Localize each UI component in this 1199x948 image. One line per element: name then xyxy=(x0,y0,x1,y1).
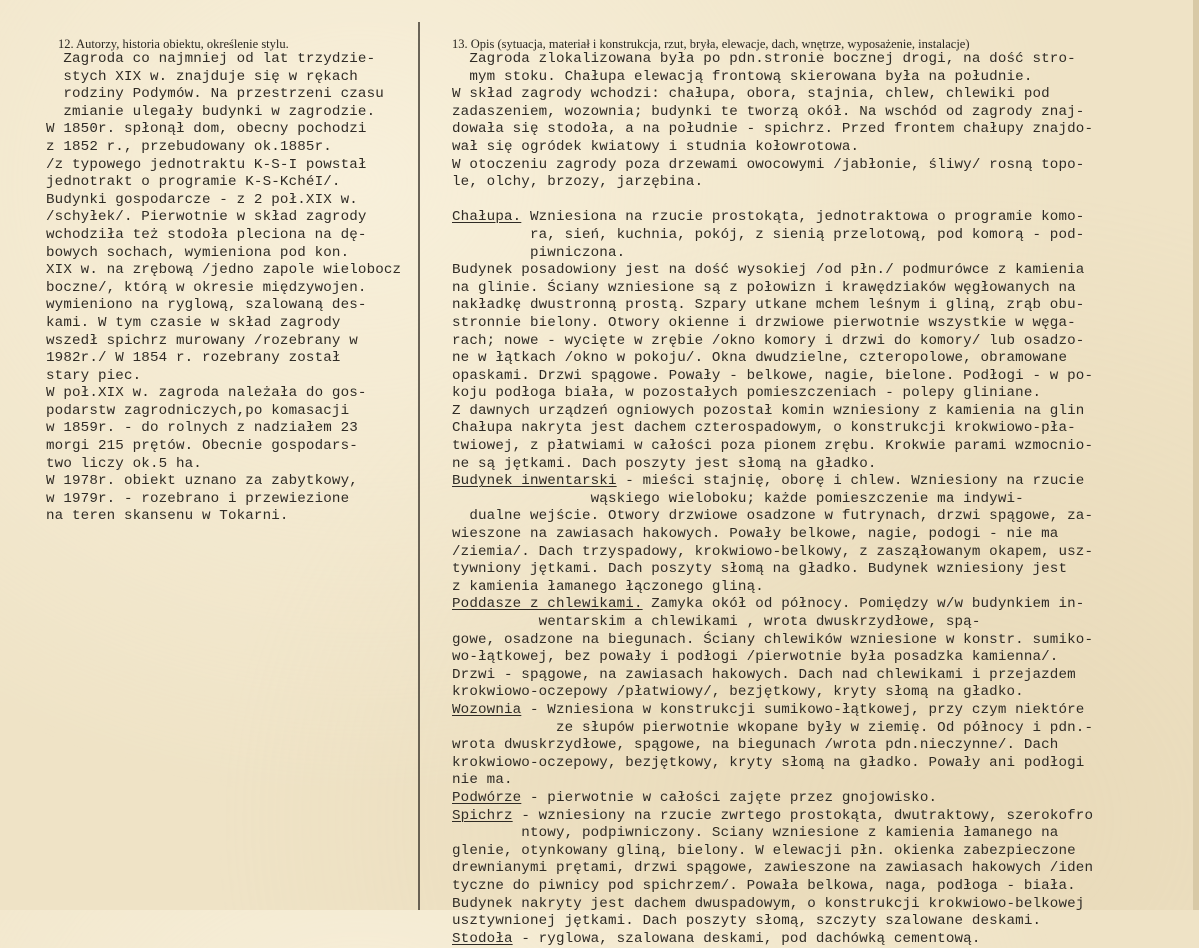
history-line: w 1979r. - rozebrano i przewiezione xyxy=(46,490,350,507)
history-line: podarstw zagrodniczych,po komasacji xyxy=(46,402,350,419)
history-line: z 1852 r., przebudowany ok.1885r. xyxy=(46,138,332,155)
description-line xyxy=(452,209,1093,227)
description-line-text: wał się ogródek kwiatowy i studnia kołowrotowa. xyxy=(452,138,860,155)
description-line-text: W skład zagrody wchodzi: chałupa, obora, stajnia, chlew, chlewiki pod xyxy=(452,86,1050,103)
description-line xyxy=(452,121,1093,139)
description-line-text: krokwiowo-oczepowy /płatwiowy/, bezjętkowy, kryty słomą na gładko. xyxy=(452,684,1024,701)
description-line xyxy=(452,931,1093,948)
description-line-text: dualne wejście. Otwory drzwiowe osadzone w futrynach, drzwi spągowe, za- xyxy=(452,508,1094,525)
history-line: w 1859r. - do rolnych z nadziałem 23 xyxy=(46,420,358,437)
section-12-heading: 12. Autorzy, historia obiektu, określenie stylu. xyxy=(58,37,289,51)
description-line-text: tyczne do piwnicy pod spichrzem/. Powała belkowa, naga, podłoga - biała. xyxy=(452,877,1076,894)
description-line-text: na glinie. Ściany wzniesione są z połowizn i krawędziaków węgłowanych na xyxy=(452,279,1076,296)
building-label: Budynek inwentarski xyxy=(452,473,617,490)
description-line-text: nie ma. xyxy=(452,772,513,789)
history-line: wchodziła też stodoła pleciona na dę- xyxy=(46,226,367,243)
description-line xyxy=(452,913,1093,931)
building-label: Poddasze z chlewikami. xyxy=(452,596,643,613)
description-line-text: ne są jętkami. Dach poszyty jest słomą na gładko. xyxy=(452,455,877,472)
description-line xyxy=(452,737,1093,755)
history-line: two liczy ok.5 ha. xyxy=(46,455,202,472)
description-line xyxy=(452,702,1093,720)
description-text xyxy=(452,51,1093,948)
description-line xyxy=(452,860,1093,878)
description-line xyxy=(452,755,1093,773)
description-line-text: - pierwotnie w całości zajęte przez gnojowisko. xyxy=(521,789,938,806)
description-line xyxy=(452,245,1093,263)
history-line: Budynki gospodarcze - z 2 poł.XIX w. xyxy=(46,191,358,208)
building-label: Chałupa. xyxy=(452,209,522,226)
description-line-text: usztywnionej jętkami. Dach poszyty słomą, szczyty szalowane deskami. xyxy=(452,913,1042,930)
history-line: zmianie ulegały budynki w zagrodzie. xyxy=(46,103,376,120)
history-line: boczne/, którą w okresie międzywojen. xyxy=(46,279,367,296)
description-line xyxy=(452,192,1093,210)
description-line xyxy=(452,368,1093,386)
description-line xyxy=(452,333,1093,351)
description-line-text: koju podłoga biała, w pozostałych pomieszczeniach - polepy gliniane. xyxy=(452,385,1042,402)
history-line: /schyłek/. Pierwotnie w skład zagrody xyxy=(46,209,367,226)
description-line-text: W otoczeniu zagrody poza drzewami owocowymi /jabłonie, śliwy/ rosną topo- xyxy=(452,156,1085,173)
description-line-text: Z dawnych urządzeń ogniowych pozostał komin wzniesiony z kamienia na glin xyxy=(452,402,1085,419)
description-line-text: - mieści stajnię, oborę i chlew. Wzniesiony na rzucie xyxy=(616,473,1085,490)
description-line xyxy=(452,614,1093,632)
description-line xyxy=(452,262,1093,280)
column-divider xyxy=(418,22,420,910)
description-line xyxy=(452,720,1093,738)
history-line: jednotrakt o programie K-S-KchéI/. xyxy=(46,174,341,191)
section-13-heading: 13. Opis (sytuacja, materiał i konstrukcja, rzut, bryła, elewacje, dach, wnętrze, wyposażenie, instalacje) xyxy=(452,37,970,51)
history-line: stary piec. xyxy=(46,367,142,384)
description-line xyxy=(452,772,1093,790)
description-line xyxy=(452,104,1093,122)
history-line: XIX w. na zrębową /jedno zapole wielobocz xyxy=(46,262,402,279)
description-line-text: wrota dwuskrzydłowe, spągowe, na biegunach /wrota pdn.nieczynne/. Dach xyxy=(452,737,1059,754)
description-line-text: z kamienia łamanego łączonego gliną. xyxy=(452,578,764,595)
history-line: na teren skansenu w Tokarni. xyxy=(46,508,289,525)
description-line xyxy=(452,297,1093,315)
description-line-text: nakładkę dwustronną prostą. Szpary utkane mchem leśnym i gliną, zrąb obu- xyxy=(452,297,1085,314)
description-line-text: mym stoku. Chałupa elewacją frontową skierowana była na południe. xyxy=(452,68,1033,85)
description-line xyxy=(452,385,1093,403)
description-line xyxy=(452,544,1093,562)
description-line-text: glenie, otynkowany gliną, bielony. W elewacji płn. okienka zabezpieczone xyxy=(452,842,1076,859)
history-line: Zagroda co najmniej od lat trzydzie- xyxy=(46,51,376,67)
description-line-text: /ziemia/. Dach trzyspadowy, krokwiowo-belkowy, z zasząłowanym okapem, usz- xyxy=(452,543,1094,560)
description-line-text: - ryglowa, szalowana deskami, pod dachówką cementową. xyxy=(512,930,981,947)
description-line xyxy=(452,174,1093,192)
description-line-text: gowe, osadzone na biegunach. Ściany chlewików wzniesione w konstr. sumiko- xyxy=(452,631,1094,648)
description-line xyxy=(452,315,1093,333)
description-line-text: wieszone na zawiasach hakowych. Powały belkowe, nagie, podogi - nie ma xyxy=(452,526,1059,543)
description-line xyxy=(452,86,1093,104)
description-line-text: Wzniesiona na rzucie prostokąta, jednotraktowa o programie komo- xyxy=(521,209,1085,226)
history-text xyxy=(46,51,401,526)
description-line-text: - Wzniesiona w konstrukcji sumikowo-łątkowej, przy czym niektóre xyxy=(521,701,1085,718)
description-line-text: wo-łątkowej, bez powały i podłogi /pierwotnie była posadzka kamienna/. xyxy=(452,649,1059,666)
description-line xyxy=(452,473,1093,491)
description-line xyxy=(452,596,1093,614)
description-line-text: ne w łątkach /okno w pokoju/. Okna dwudzielne, czteropolowe, obramowane xyxy=(452,350,1068,367)
history-line: W 1978r. obiekt uznano za zabytkowy, xyxy=(46,473,358,490)
description-line xyxy=(452,526,1093,544)
description-line-text: Budynek nakryty jest dachem dwuspadowym, o konstrukcji krokwiowo-belkowej xyxy=(452,895,1085,912)
description-line xyxy=(452,896,1093,914)
description-line-text: - wzniesiony na rzucie zwrtego prostokąta, dwutraktowy, szerokofro xyxy=(512,807,1094,824)
description-line xyxy=(452,491,1093,509)
description-line-text: Zagroda zlokalizowana była po pdn.stronie bocznej drogi, na dość stro- xyxy=(452,51,1076,67)
history-line: /z typowego jednotraktu K-S-I powstał xyxy=(46,156,367,173)
description-line-text: Drzwi - spągowe, na zawiasach hakowych. Dach nad chlewikami i przejazdem xyxy=(452,666,1076,683)
building-label: Stodoła xyxy=(452,930,513,947)
description-line-text: opaskami. Drzwi spągowe. Powały - belkowe, nagie, bielone. Podłogi - w po- xyxy=(452,367,1094,384)
description-line-text: stronnie bielony. Otwory okienne i drzwiowe pierwotnie wszystkie w węga- xyxy=(452,314,1076,331)
description-line xyxy=(452,649,1093,667)
description-line xyxy=(452,403,1093,421)
description-line-text: Zamyka okół od północy. Pomiędzy w/w budynkiem in- xyxy=(642,596,1085,613)
description-line xyxy=(452,579,1093,597)
history-line: stych XIX w. znajduje się w rękach xyxy=(46,68,358,85)
history-line: bowych sochach, wymieniona pod kon. xyxy=(46,244,350,261)
description-line xyxy=(452,139,1093,157)
description-line xyxy=(452,350,1093,368)
description-line xyxy=(452,843,1093,861)
description-line xyxy=(452,561,1093,579)
history-line: wszedł spichrz murowany /rozebrany w xyxy=(46,332,358,349)
description-line xyxy=(452,157,1093,175)
description-line xyxy=(452,69,1093,87)
description-line-text: ra, sień, kuchnia, pokój, z sienią przelotową, pod komorą - pod- xyxy=(452,226,1085,243)
description-line-text: Chałupa nakryta jest dachem czterospadowym, o konstrukcji krokwiowo-pła- xyxy=(452,420,1076,437)
description-line xyxy=(452,808,1093,826)
description-line xyxy=(452,632,1093,650)
description-line xyxy=(452,280,1093,298)
description-line-text: rach; nowe - wycięte w zrębie /okno komory i drzwi do komory/ lub osadzo- xyxy=(452,332,1085,349)
description-line xyxy=(452,456,1093,474)
description-line-text: wąskiego wieloboku; każde pomieszczenie ma indywi- xyxy=(452,490,1024,507)
description-line xyxy=(452,667,1093,685)
building-label: Wozownia xyxy=(452,701,522,718)
description-line-text: zadaszeniem, wozownia; budynki te tworzą okół. Na wschód od zagrody znaj- xyxy=(452,103,1085,120)
history-line: morgi 215 prętów. Obecnie gospodars- xyxy=(46,438,358,455)
description-line-text: dowała się stodoła, a na południe - spichrz. Przed frontem chałupy znajdo- xyxy=(452,121,1094,138)
description-line-text: le, olchy, brzozy, jarzębina. xyxy=(452,174,704,191)
description-line-text: ntowy, podpiwniczony. Sciany wzniesione z kamienia łamanego na xyxy=(452,825,1059,842)
history-line: rodziny Podymów. Na przestrzeni czasu xyxy=(46,86,384,103)
description-line xyxy=(452,684,1093,702)
description-line-text: krokwiowo-oczepowy, bezjętkowy, kryty słomą na gładko. Powały ani podłogi xyxy=(452,754,1085,771)
building-label: Podwórze xyxy=(452,789,522,806)
description-line-text: drewnianymi prętami, drzwi spągowe, zawieszone na zawiasach hakowych /iden xyxy=(452,860,1094,877)
description-line xyxy=(452,438,1093,456)
description-line-text: twiowej, z płatwiami w całości poza pionem zrębu. Krokwie parami wzmocnio- xyxy=(452,438,1094,455)
description-line xyxy=(452,825,1093,843)
history-line: W 1850r. spłonął dom, obecny pochodzi xyxy=(46,121,367,138)
history-line: 1982r./ W 1854 r. rozebrany został xyxy=(46,350,341,367)
description-line xyxy=(452,508,1093,526)
description-line xyxy=(452,878,1093,896)
description-line-text: piwniczona. xyxy=(452,244,626,261)
description-line xyxy=(452,420,1093,438)
description-line xyxy=(452,790,1093,808)
building-label: Spichrz xyxy=(452,807,513,824)
history-line: W poł.XIX w. zagroda należała do gos- xyxy=(46,385,367,402)
description-line-text: Budynek posadowiony jest na dość wysokiej /od płn./ podmurówce z kamienia xyxy=(452,262,1085,279)
description-line-text: tywniony jętkami. Dach poszyty słomą na gładko. Budynek wzniesiony jest xyxy=(452,561,1068,578)
description-line xyxy=(452,227,1093,245)
description-line-text: wentarskim a chlewikami , wrota dwuskrzydłowe, spą- xyxy=(452,614,981,630)
sheet-edge xyxy=(1193,0,1199,910)
history-line: kami. W tym czasie w skład zagrody xyxy=(46,314,341,331)
description-line-text: ze słupów pierwotnie wkopane były w ziemię. Od północy i pdn.- xyxy=(452,719,1094,736)
history-line: wymieniono na ryglową, szalowaną des- xyxy=(46,297,367,314)
description-line xyxy=(452,51,1093,69)
